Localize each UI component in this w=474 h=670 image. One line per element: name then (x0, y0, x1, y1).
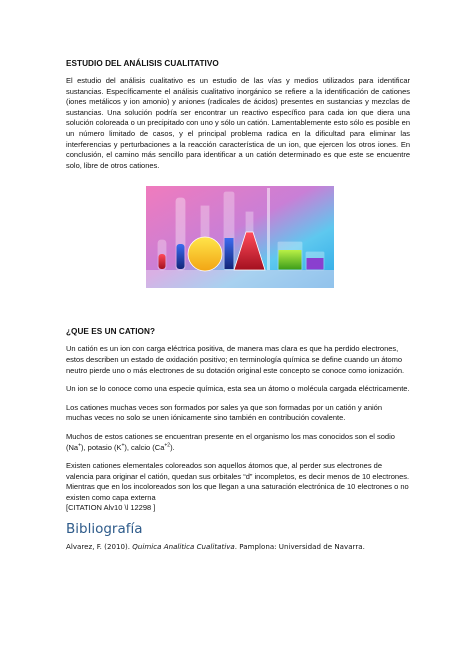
section-title: ESTUDIO DEL ANÁLISIS CUALITATIVO (66, 59, 219, 68)
cation-paragraph-1: Un catión es un ion con carga eléctrica positiva, de manera mas clara es que ha perdido electrones, estos describen un estado de oxidación positivo; en terminología química se define cuando un átomo neutro pierde uno o más electrones de su dotación original este concepto se conoce como ionización. (66, 344, 405, 375)
book-title: Quimica Analitica Cualitativa (132, 542, 235, 552)
cation-paragraph-5: Existen cationes elementales coloreados son aquellos átomos que, al perder sus electrones de valencia para originar el catión, quedan sus orbitales “d” incompletos, es decir menos de 10 electrones. Mientras que en los incoloreados son los que llegan a una saturación electrónica de 10 electrones o no existen como capa externa (66, 461, 410, 502)
cation-paragraph-4: Muchos de estos cationes se encuentran presente en el organismo los mas conocidos son el sodio (Na+), potasio (K+), calcio $(Ca^{+2})$. (66, 431, 395, 452)
bibliography-entry: Alvarez, F. (2010). Quimica Analitica Cualitativa. Pamplona: Universidad de Navarra. (66, 542, 365, 552)
bibliography-heading: Bibliografía (66, 521, 143, 538)
lab-glassware-photo (146, 186, 334, 288)
intro-paragraph: El estudio del análisis cualitativo es un estudio de las vías y medios utilizados para identificar sustancias. Específicamente el análisis cualitativo inorgánico se refiere a la identificación de cationes (iones metálicos y ion amonio) y aniones (radicales de ácidos) presentes en sustancias y mezclas de sustancias. Una solución podría ser encontrar un reactivo específico para cada ion que diera una solución coloreada o un precipitado con uno y sólo un catión. Lamentablemente esto sólo es posible en un número limitado de casos, y el principal problema radica en la dificultad para eliminar las interferencias y perturbaciones a la reacción característica de un ion, que ejercen los otros iones. En conclusión, el camino más sencillo para identificar a un catión determinado es que este se encuentre solo, libre de otros cationes. (66, 76, 410, 170)
section-title-cation: ¿QUE ES UN CATION? (66, 327, 155, 337)
citation-field: [CITATION Alv10 \l 12298 ] (66, 503, 156, 513)
glassware-illustration (146, 186, 334, 288)
cation-paragraph-2: Un ion se lo conoce como una especie química, esta sea un átomo o molécula cargada eléctricamente. (66, 384, 410, 394)
cation-paragraph-3: Los cationes muchas veces son formados por sales ya que son formadas por un catión y anión muchas veces no solo se unen iónicamente sino también en contribución covalente. (66, 402, 383, 423)
